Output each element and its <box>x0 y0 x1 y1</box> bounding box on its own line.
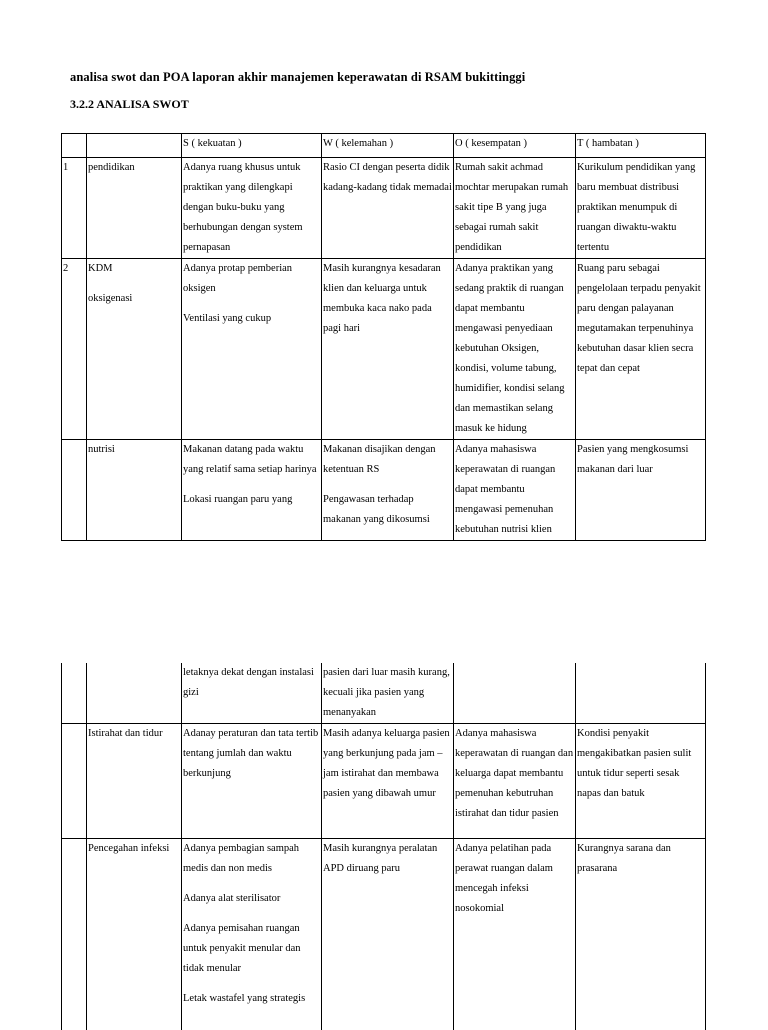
row-number <box>62 663 87 724</box>
strength-text: Adanya pembagian sampah medis dan non medis <box>183 843 300 874</box>
category-subtext: oksigenasi <box>88 293 133 304</box>
strength-text: Lokasi ruangan paru yang <box>183 494 293 505</box>
table-row <box>62 158 706 259</box>
strength-text: Adanya pemisahan ruangan untuk penyakit menular dan tidak menular <box>183 923 301 974</box>
opportunity-cell <box>454 440 576 541</box>
weakness-cell <box>322 839 454 1030</box>
threat-cell <box>576 839 706 1030</box>
section-heading: 3.2.2 ANALISA SWOT <box>70 97 189 111</box>
threat-text: Kurangnya sarana dan prasarana <box>577 843 671 874</box>
header-cell-strength: S ( kekuatan ) <box>182 134 322 158</box>
strength-text: Adanay peraturan dan tata tertib tentang jumlah dan waktu berkunjung <box>183 728 319 779</box>
swot-table-part-2 <box>61 663 706 1030</box>
table-row <box>62 839 706 1030</box>
threat-cell <box>576 440 706 541</box>
strength-cell <box>182 259 322 440</box>
table-row <box>62 440 706 541</box>
strength-cell <box>182 158 322 259</box>
table-row <box>62 259 706 440</box>
category-text: Istirahat dan tidur <box>88 728 163 739</box>
row-number <box>62 440 87 541</box>
table-row <box>62 724 706 839</box>
category-text: KDM <box>88 263 113 274</box>
row-number <box>62 724 87 839</box>
weakness-text: Pengawasan terhadap makanan yang dikosumsi <box>323 494 430 525</box>
threat-text: Kurikulum pendidikan yang baru membuat distribusi praktikan menumpuk di ruangan diwaktu-waktu tertentu <box>577 162 696 253</box>
threat-text: Pasien yang mengkosumsi makanan dari luar <box>577 444 689 475</box>
strength-text: letaknya dekat dengan instalasi gizi <box>183 667 314 698</box>
weakness-text: pasien dari luar masih kurang, kecuali jika pasien yang menanyakan <box>323 667 450 718</box>
category-text: nutrisi <box>88 444 115 455</box>
weakness-text: Rasio CI dengan peserta didik kadang-kadang tidak memadai <box>323 162 452 193</box>
weakness-text: Masih kurangnya kesadaran klien dan keluarga untuk membuka kaca nako pada pagi hari <box>323 263 441 334</box>
strength-cell <box>182 440 322 541</box>
strength-text: Adanya ruang khusus untuk praktikan yang dilengkapi dengan buku-buku yang berhubungan dengan system pernapasan <box>183 162 303 253</box>
threat-cell <box>576 663 706 724</box>
opportunity-cell <box>454 158 576 259</box>
header-cell-category <box>87 134 182 158</box>
strength-cell <box>182 663 322 724</box>
row-category <box>87 724 182 839</box>
row-number <box>62 839 87 1030</box>
weakness-text: Masih kurangnya peralatan APD diruang paru <box>323 843 438 874</box>
row-category <box>87 259 182 440</box>
strength-text: Makanan datang pada waktu yang relatif sama setiap harinya <box>183 444 317 475</box>
header-cell-opportunity: O ( kesempatan ) <box>454 134 576 158</box>
header-cell-weakness: W ( kelemahan ) <box>322 134 454 158</box>
row-category <box>87 158 182 259</box>
category-text: pendidikan <box>88 162 135 173</box>
threat-cell <box>576 158 706 259</box>
opportunity-cell <box>454 839 576 1030</box>
row-category <box>87 663 182 724</box>
strength-text: Adanya alat sterilisator <box>183 893 281 904</box>
strength-text: Letak wastafel yang strategis <box>183 993 306 1004</box>
opportunity-text: Adanya mahasiswa keperawatan di ruangan dapat membantu mengawasi pemenuhan kebutuhan nutrisi klien <box>455 444 556 535</box>
opportunity-text: Adanya praktikan yang sedang praktik di ruangan dapat membantu mengawasi penyediaan kebutuhan Oksigen, kondisi, volume tabung, humidifier, kondisi selang dan memastikan selang masuk ke hidung <box>455 263 565 434</box>
weakness-cell <box>322 724 454 839</box>
strength-cell <box>182 724 322 839</box>
threat-cell <box>576 724 706 839</box>
opportunity-text: Rumah sakit achmad mochtar merupakan rumah sakit tipe B yang juga sebagai rumah sakit pendidikan <box>455 162 569 253</box>
category-text: Pencegahan infeksi <box>88 843 170 854</box>
weakness-cell <box>322 158 454 259</box>
weakness-text: Makanan disajikan dengan ketentuan RS <box>323 444 436 475</box>
header-cell-threat: T ( hambatan ) <box>576 134 706 158</box>
table-row <box>62 663 706 724</box>
threat-text: Kondisi penyakit mengakibatkan pasien sulit untuk tidur seperti sesak napas dan batuk <box>577 728 692 799</box>
row-category <box>87 839 182 1030</box>
weakness-text: Masih adanya keluarga pasien yang berkunjung pada jam – jam istirahat dan membawa pasien yang dibawah umur <box>323 728 450 799</box>
opportunity-cell <box>454 259 576 440</box>
row-category <box>87 440 182 541</box>
strength-text: Adanya protap pemberian oksigen <box>183 263 293 294</box>
swot-table-part-1 <box>61 133 706 541</box>
strength-cell <box>182 839 322 1030</box>
threat-text: Ruang paru sebagai pengelolaan terpadu penyakit paru dengan palayanan megutamakan terpenuhinya kebutuhan dasar klien secra tepat dan cepat <box>577 263 701 374</box>
threat-cell <box>576 259 706 440</box>
strength-text: Ventilasi yang cukup <box>183 313 272 324</box>
row-number: 2 <box>62 259 87 440</box>
opportunity-text: Adanya pelatihan pada perawat ruangan dalam mencegah infeksi nosokomial <box>455 843 553 914</box>
weakness-cell <box>322 663 454 724</box>
header-cell-no <box>62 134 87 158</box>
opportunity-text: Adanya mahasiswa keperawatan di ruangan dan keluarga dapat membantu pemenuhan kebutruhan istirahat dan tidur pasien <box>455 728 574 819</box>
opportunity-cell <box>454 724 576 839</box>
opportunity-cell <box>454 663 576 724</box>
document-title: analisa swot dan POA laporan akhir manajemen keperawatan di RSAM bukittinggi <box>70 70 526 84</box>
row-number: 1 <box>62 158 87 259</box>
weakness-cell <box>322 259 454 440</box>
table-header-row <box>62 134 706 158</box>
weakness-cell <box>322 440 454 541</box>
